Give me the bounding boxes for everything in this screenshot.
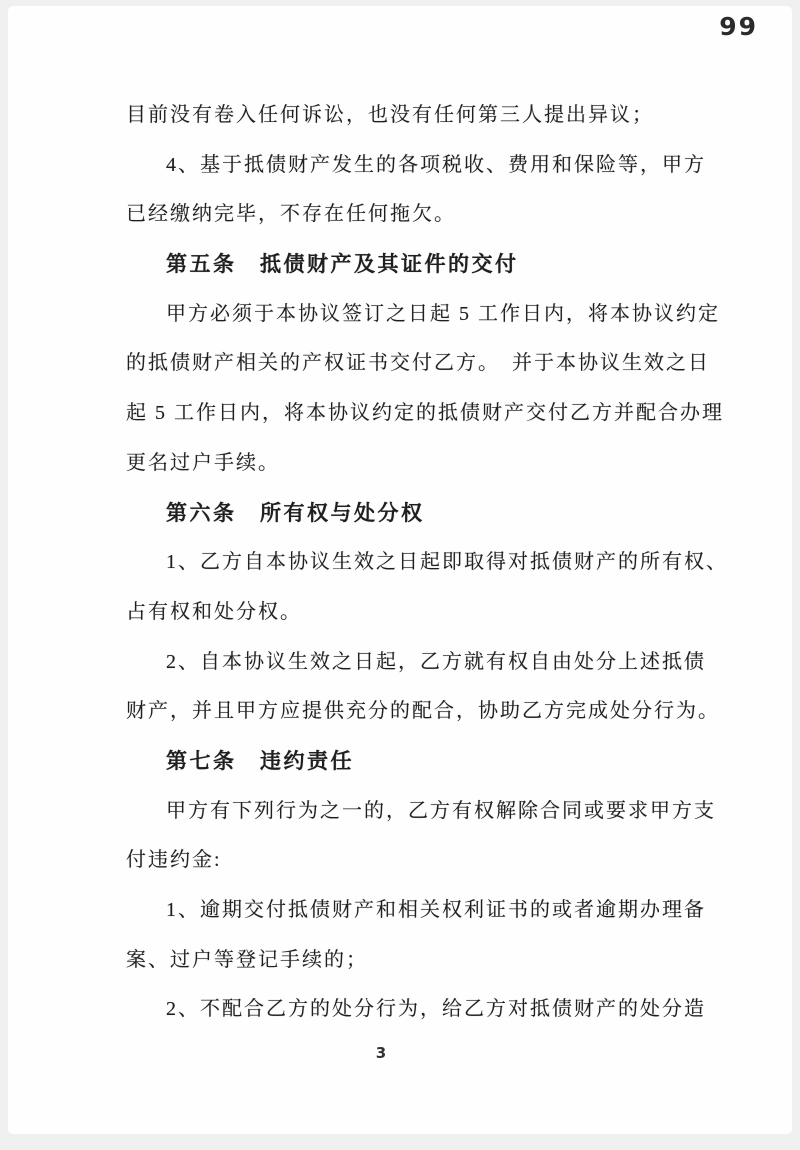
text-line: 起 5 工作日内，将本协议约定的抵债财产交付乙方并配合办理 — [126, 402, 724, 425]
text-line: 1、乙方自本协议生效之日起即取得对抵债财产的所有权、 — [166, 551, 728, 574]
text-line: 1、逾期交付抵债财产和相关权利证书的或者逾期办理备 — [166, 899, 706, 921]
clause-heading: 第六条 所有权与处分权 — [166, 500, 425, 525]
clause-heading: 第五条 抵债财产及其证件的交付 — [166, 252, 519, 277]
footer-page-number: 3 — [375, 1044, 387, 1062]
text-line: 2、自本协议生效之日起，乙方就有权自由处分上述抵债 — [166, 650, 706, 673]
text-line: 的抵债财产相关的产权证书交付乙方。 并于本协议生效之日 — [126, 352, 710, 375]
scanned-page — [8, 6, 792, 1134]
text-line: 案、过户等登记手续的； — [126, 948, 368, 971]
text-line: 更名过户手续。 — [126, 451, 280, 474]
page-number-stamp: 99 — [719, 12, 758, 41]
text-line: 财产，并且甲方应提供充分的配合，协助乙方完成处分行为。 — [126, 700, 720, 723]
text-line: 4、基于抵债财产发生的各项税收、费用和保险等，甲方 — [166, 153, 706, 176]
text-line: 2、不配合乙方的处分行为，给乙方对抵债财产的处分造 — [166, 998, 706, 1021]
text-line: 目前没有卷入任何诉讼，也没有任何第三人提出异议； — [126, 104, 654, 126]
text-line: 占有权和处分权。 — [126, 600, 302, 623]
text-line: 甲方必须于本协议签订之日起 5 工作日内，将本协议约定 — [166, 302, 720, 325]
text-line: 甲方有下列行为之一的，乙方有权解除合同或要求甲方支 — [166, 799, 716, 822]
document-body — [126, 91, 728, 1035]
clause-heading: 第七条 违约责任 — [166, 748, 354, 773]
text-line: 已经缴纳完毕，不存在任何拖欠。 — [126, 203, 456, 226]
text-line: 付违约金: — [126, 849, 222, 872]
